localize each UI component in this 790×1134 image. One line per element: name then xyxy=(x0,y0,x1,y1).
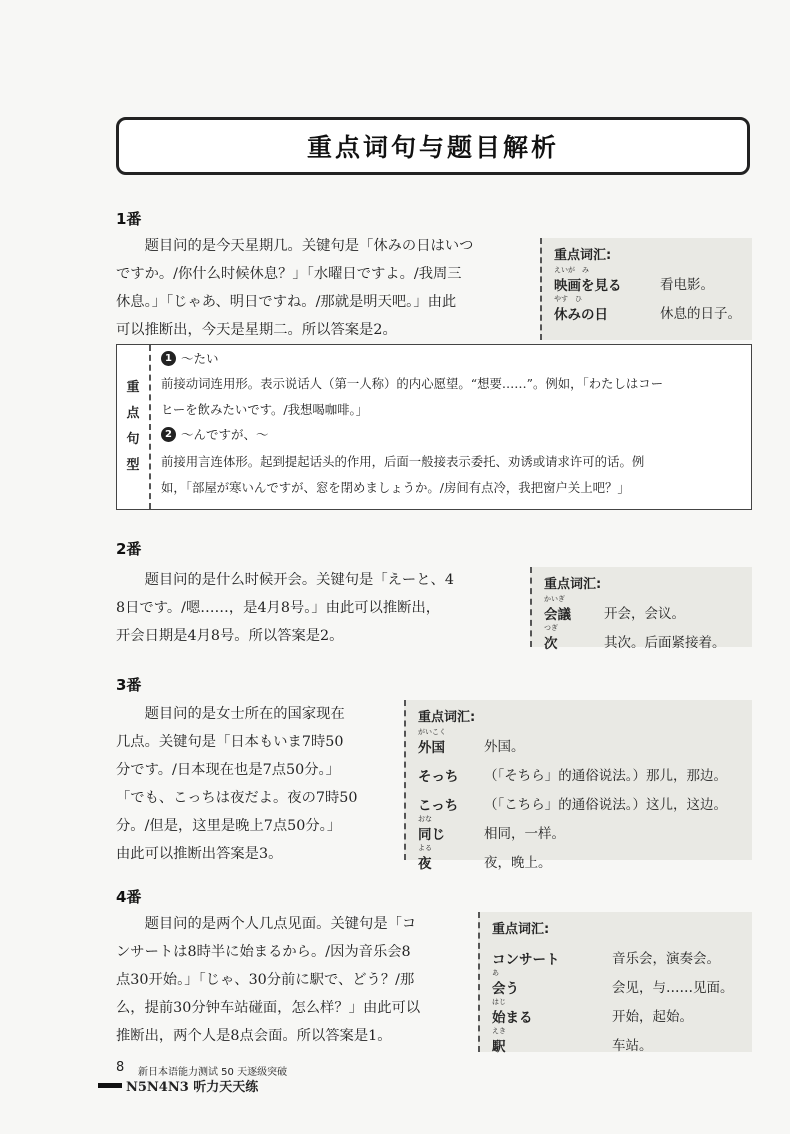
vocab-term: こっち xyxy=(418,798,459,814)
vocab-row xyxy=(418,843,742,872)
page-number: 8 xyxy=(116,1060,125,1075)
vocab-term: やす ひ 休みの日 xyxy=(554,295,608,323)
text-line: 题目问的是女士所在的国家现在 xyxy=(116,706,345,722)
grammar-text: ヒーを飲みたいです。/我想喝咖啡。」 xyxy=(161,402,369,417)
vocab-meaning: 其次。后面紧接着。 xyxy=(604,635,726,651)
vocab-term: えき 駅 xyxy=(492,1027,506,1055)
vocab-row xyxy=(492,1026,742,1055)
grammar-box xyxy=(116,344,752,510)
vocab-meaning: 开始，起始。 xyxy=(612,1009,693,1025)
book-subtitle: 新日本语能力测试 50 天逐级突破 xyxy=(138,1067,288,1078)
vocab-term: よる 夜 xyxy=(418,844,432,872)
text-line: 点30开始。」「じゃ、30分前に駅で、どう？/那 xyxy=(116,972,415,988)
number-badge: 1 xyxy=(161,351,176,366)
grammar-text: 如，「部屋が寒いんですが、窓を閉めましょうか。/房间有点冷，我把窗户关上吧？」 xyxy=(161,480,630,495)
vocab-box-4 xyxy=(478,912,752,1055)
section-2-text xyxy=(116,566,454,650)
vocab-meaning: 夜，晚上。 xyxy=(484,855,552,871)
vocab-row xyxy=(492,997,742,1026)
vocab-row xyxy=(492,968,742,997)
grammar-side-label: 重 点 句 型 xyxy=(117,345,151,509)
text-line: 题目问的是两个人几点见面。关键句是「コ xyxy=(116,916,417,932)
vocab-row xyxy=(544,623,742,652)
vocab-row xyxy=(418,727,742,756)
section-1-text xyxy=(116,232,473,344)
grammar-text: 前接用言连体形。起到提起话头的作用，后面一般接表示委托、劝诱或请求许可的话。例 xyxy=(161,454,645,469)
book-brand: N5N4N3 听力天天练 xyxy=(126,1080,259,1095)
section-heading-4: 4番 xyxy=(116,888,142,906)
text-line: 休息。」「じゃあ、明日ですね。/那就是明天吧。」由此 xyxy=(116,294,457,310)
section-3-text xyxy=(116,700,357,868)
vocab-term: かいぎ 会議 xyxy=(544,595,571,623)
text-line: 分です。/日本现在也是7点50分。」 xyxy=(116,762,340,778)
vocab-heading: 重点词汇: xyxy=(544,577,602,592)
vocab-term: がいこく 外国 xyxy=(418,728,446,756)
section-heading-3: 3番 xyxy=(116,676,142,694)
text-line: 推断出，两个人是8点会面。所以答案是1。 xyxy=(116,1028,392,1044)
grammar-point-2-title: 2 ～んですが、～ xyxy=(161,425,743,443)
section-4-text xyxy=(116,910,420,1050)
vocab-meaning: （「そちら」的通俗说法。）那儿，那边。 xyxy=(484,768,727,784)
text-line: 8日です。/嗯……，是4月8号。」由此可以推断出， xyxy=(116,600,441,616)
vocab-meaning: （「こちら」的通俗说法。）这儿，这边。 xyxy=(484,797,727,813)
section-heading-1: 1番 xyxy=(116,210,142,228)
text-line: 题目问的是今天星期几。关键句是「休みの日はいつ xyxy=(116,238,474,254)
vocab-box-3 xyxy=(404,700,752,872)
text-line: 么，提前30分钟车站碰面，怎么样？」由此可以 xyxy=(116,1000,421,1016)
vocab-heading: 重点词汇: xyxy=(492,922,550,937)
grammar-point-1-title: 1 ～たい xyxy=(161,349,743,367)
vocab-meaning: 车站。 xyxy=(612,1038,653,1054)
text-line: 「でも、こっちは夜だよ。夜の7時50 xyxy=(116,790,358,806)
vocab-meaning: 看电影。 xyxy=(660,277,714,293)
text-line: 可以推断出，今天是星期二。所以答案是2。 xyxy=(116,322,397,338)
vocab-row xyxy=(492,939,742,968)
vocab-term: つぎ 次 xyxy=(544,624,558,652)
vocab-meaning: 外国。 xyxy=(484,739,525,755)
footer-bar xyxy=(98,1083,122,1088)
text-line: ですか。/你什么时候休息？」「水曜日ですよ。/我周三 xyxy=(116,266,462,282)
vocab-term: おな 同じ xyxy=(418,815,445,843)
vocab-row xyxy=(418,785,742,814)
grammar-body xyxy=(161,345,743,501)
vocab-row xyxy=(418,756,742,785)
vocab-meaning: 休息的日子。 xyxy=(660,306,741,322)
vocab-meaning: 开会，会议。 xyxy=(604,606,685,622)
vocab-meaning: 相同，一样。 xyxy=(484,826,565,842)
vocab-box-2 xyxy=(530,567,752,652)
title-box xyxy=(116,117,750,175)
text-line: 几点。关键句是「日本もいま7時50 xyxy=(116,734,344,750)
text-line: ンサートは8時半に始まるから。/因为音乐会8 xyxy=(116,944,411,960)
vocab-term: そっち xyxy=(418,769,459,785)
vocab-row xyxy=(554,294,742,323)
vocab-row xyxy=(418,814,742,843)
vocab-row xyxy=(554,265,742,294)
section-heading-2: 2番 xyxy=(116,540,142,558)
vocab-meaning: 会见，与……见面。 xyxy=(612,980,734,996)
vocab-heading: 重点词汇: xyxy=(554,248,612,263)
vocab-box-1 xyxy=(540,238,752,340)
vocab-term: コンサート xyxy=(492,952,560,968)
grammar-text: 前接动词连用形。表示说话人（第一人称）的内心愿望。“想要……”。例如，「わたしはコー xyxy=(161,376,664,391)
page-title: 重点词句与题目解析 xyxy=(306,133,559,162)
vocab-term: あ 会う xyxy=(492,969,519,997)
text-line: 由此可以推断出答案是3。 xyxy=(116,846,283,862)
vocab-heading: 重点词汇: xyxy=(418,710,476,725)
text-line: 开会日期是4月8号。所以答案是2。 xyxy=(116,628,344,644)
vocab-row xyxy=(544,594,742,623)
text-line: 题目问的是什么时候开会。关键句是「えーと、4 xyxy=(116,572,454,588)
vocab-term: えいが み 映画を見る xyxy=(554,266,622,294)
vocab-term: はじ 始まる xyxy=(492,998,533,1026)
number-badge: 2 xyxy=(161,427,176,442)
vocab-meaning: 音乐会，演奏会。 xyxy=(612,951,720,967)
text-line: 分。/但是，这里是晚上7点50分。」 xyxy=(116,818,342,834)
